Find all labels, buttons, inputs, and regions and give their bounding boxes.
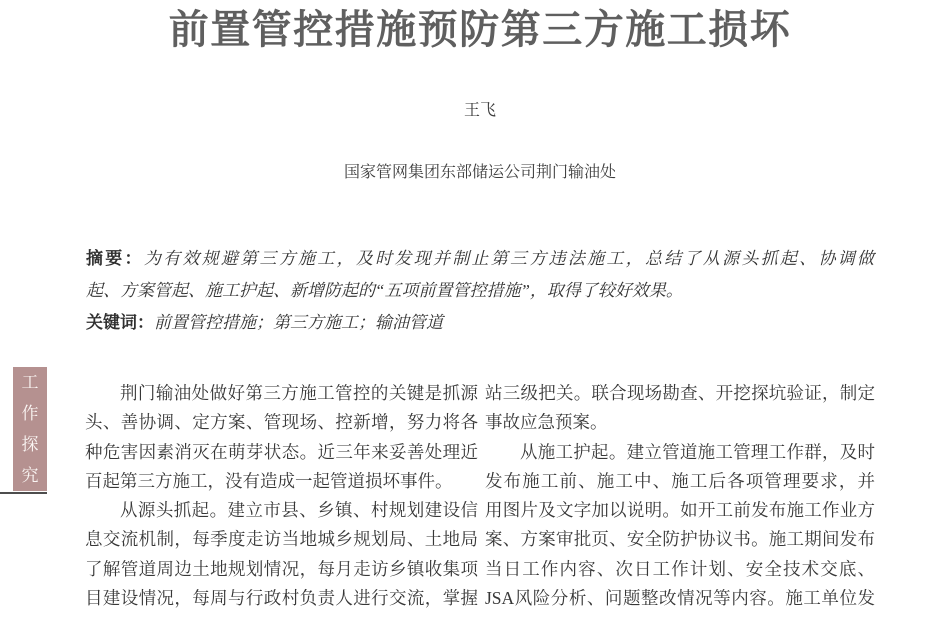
affiliation: 国家管网集团东部储运公司荆门输油处: [343, 164, 616, 181]
abstract-label: 摘要：: [86, 249, 144, 268]
section-tag-char: 究: [21, 466, 39, 485]
body-line: 从源头抓起。建立市县、乡镇、村规划建设信: [120, 500, 478, 521]
author-name: 王飞: [463, 102, 496, 119]
body-line: 当日工作内容、次日工作计划、安全技术交底、: [485, 558, 875, 579]
section-divider-line: [0, 492, 47, 494]
abstract-text-1: 为有效规避第三方施工，及时发现并制止第三方违法施工，总结了从源头抓起、协调做: [143, 249, 875, 268]
body-line: 发布施工前、施工中、施工后各项管理要求，并: [485, 470, 875, 491]
page-title: 前置管控措施预防第三方施工损坏: [168, 8, 792, 52]
section-tag-badge: [13, 367, 47, 491]
body-column-right: [485, 379, 875, 613]
abstract-text-2: 起、方案管起、施工护起、新增防起的“五项前置管控措施”，取得了较好效果。: [86, 281, 683, 300]
body-line: 种危害因素消灭在萌芽状态。近三年来妥善处理近: [85, 441, 478, 462]
body-line: 百起第三方施工，没有造成一起管道损坏事件。: [85, 470, 453, 491]
body-line: 荆门输油处做好第三方施工管控的关键是抓源: [120, 383, 478, 403]
body-line: 案、方案审批页、安全防护协议书。施工期间发布: [485, 529, 875, 550]
body-line: JSA风险分析、问题整改情况等内容。施工单位发: [485, 588, 875, 609]
abstract-block: [86, 243, 874, 339]
body-line: 从施工护起。建立管道施工管理工作群，及时: [520, 441, 875, 462]
keywords-line: [86, 307, 874, 339]
section-tag-char: 工: [21, 373, 39, 392]
body-line: 息交流机制，每季度走访当地城乡规划局、土地局: [85, 529, 478, 550]
body-line: 目建设情况，每周与行政村负责人进行交流，掌握: [85, 588, 478, 609]
body-line: 头、善协调、定方案、管现场、控新增，努力将各: [85, 412, 478, 433]
section-tag-char: 探: [21, 435, 39, 454]
body-column-left: [85, 379, 478, 613]
abstract-line-2: [86, 275, 874, 307]
section-tag-char: 作: [21, 404, 39, 423]
body-line: 用图片及文字加以说明。如开工前发布施工作业方: [485, 500, 875, 521]
body-line: 事故应急预案。: [485, 412, 608, 433]
keywords-text: 前置管控措施；第三方施工；输油管道: [154, 313, 443, 332]
body-line: 站三级把关。联合现场勘查、开挖探坑验证，制定: [485, 383, 875, 403]
body-line: 了解管道周边土地规划情况，每月走访乡镇收集项: [85, 558, 478, 579]
abstract-line-1: [86, 243, 874, 275]
keywords-label: 关键词：: [86, 313, 154, 332]
